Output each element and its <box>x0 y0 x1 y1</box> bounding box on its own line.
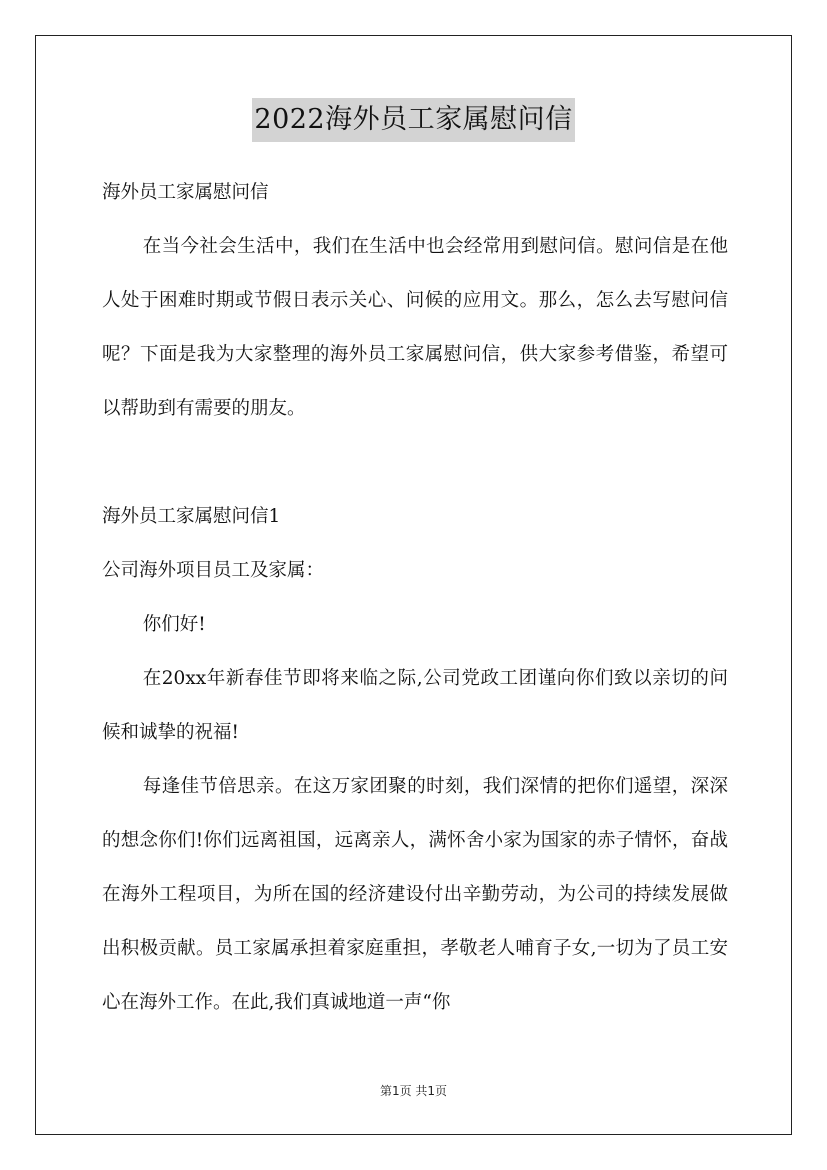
document-body <box>102 166 728 1030</box>
document-title: 2022海外员工家属慰问信 <box>252 98 574 142</box>
greeting: 你们好! <box>142 614 206 635</box>
document-heading: 海外员工家属慰问信 <box>102 182 269 203</box>
salutation: 公司海外项目员工及家属： <box>102 560 325 581</box>
paragraph-2: 每逢佳节倍思亲。在这万家团聚的时刻，我们深情的把你们遥望，深深的想念你们!你们远离祖国，远离亲人，满怀舍小家为国家的赤子情怀，奋战在海外工程项目，为所在国的经济建设付出辛勤劳动，为公司的持续发展做出积极贡献。员工家属承担着家庭重担，孝敬老人哺育子女,一切为了员工安心在海外工作。在此,我们真诚地道一声“你 <box>102 776 728 1013</box>
intro-paragraph: 在当今社会生活中，我们在生活中也会经常用到慰问信。慰问信是在他人处于困难时期或节假日表示关心、问候的应用文。那么，怎么去写慰问信呢？下面是我为大家整理的海外员工家属慰问信，供大家参考借鉴，希望可以帮助到有需要的朋友。 <box>102 236 728 419</box>
title-container <box>0 98 827 142</box>
section-title: 海外员工家属慰问信1 <box>102 506 281 527</box>
page-footer: 第1页 共1页 <box>379 1084 448 1098</box>
paragraph-1: 在20xx年新春佳节即将来临之际,公司党政工团谨向你们致以亲切的问候和诚挚的祝福! <box>102 668 728 743</box>
